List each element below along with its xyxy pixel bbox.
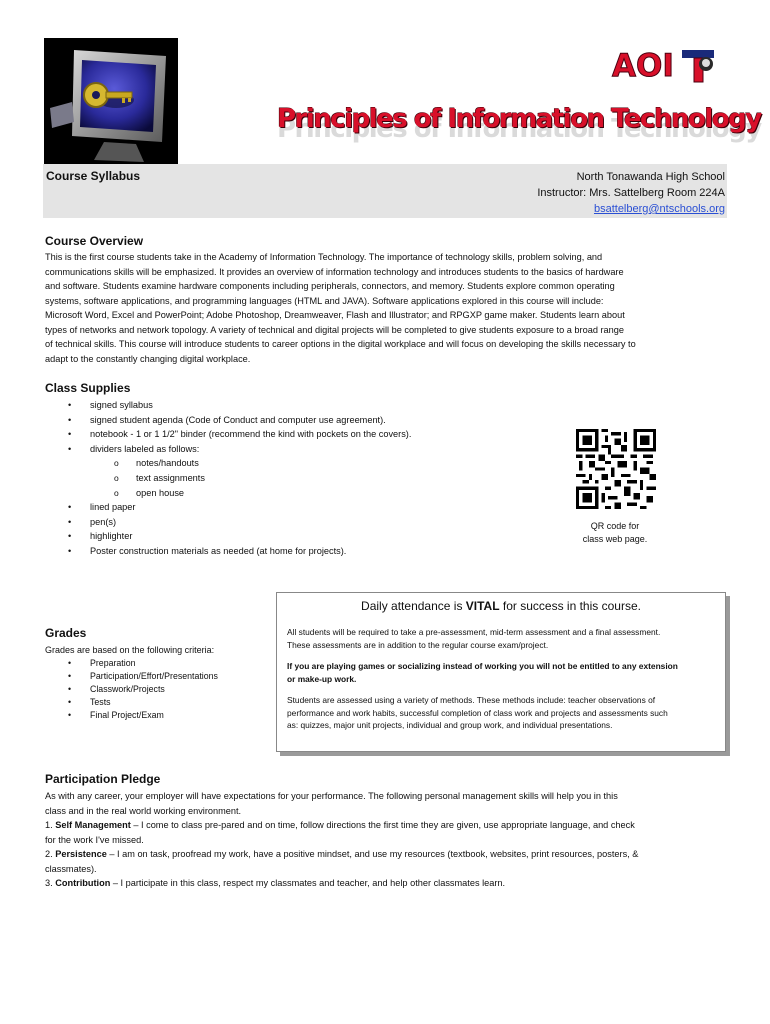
qr-code[interactable] [576, 429, 656, 509]
attendance-text: for success in this course. [499, 599, 641, 613]
pledge-term: Contribution [55, 878, 111, 888]
attendance-statement [287, 599, 715, 613]
doc-type-label: Course Syllabus [46, 169, 141, 183]
aoit-logo [610, 44, 720, 86]
grades-criteria-list [68, 657, 218, 722]
text-line: These assessments are in addition to the regular course exam/project. [287, 639, 549, 650]
pledge-text: – I come to class pre-pared and on time, follow directions the first time they are given, use appropriate language, and check [130, 820, 635, 830]
qr-caption-line: QR code for [590, 521, 640, 531]
list-item: • pen(s) [68, 515, 488, 530]
overview-line: communications skills will be emphasized. It provides an overview of information technology and introduces students to the basics of hardware [45, 266, 624, 277]
monitor-key-image [44, 38, 178, 168]
list-item: • Preparation [68, 657, 218, 670]
grades-intro: Grades are based on the following criteria: [45, 645, 215, 655]
games-warning [287, 660, 715, 685]
text-line: Students are assessed using a variety of methods. These methods include: teacher observations of [287, 695, 656, 705]
grades-heading: Grades [45, 626, 87, 640]
pledge-item [45, 818, 735, 833]
contact-block [537, 169, 725, 217]
syllabus-header-bar [43, 164, 727, 218]
pledge-number: 3. [45, 878, 56, 888]
list-item: • Tests [68, 696, 218, 709]
list-item: • Poster construction materials as needed (at home for projects). [68, 544, 488, 559]
pledge-term: Persistence [55, 849, 107, 859]
supplies-list [68, 398, 488, 559]
text-line: for the work I've missed. [45, 834, 144, 845]
text-line: All students will be required to take a pre-assessment, mid-term assessment and a final assessment. [287, 627, 661, 637]
overview-paragraph [45, 250, 735, 366]
overview-heading: Course Overview [45, 234, 144, 248]
overview-line: systems, software applications, and programming languages (HTML and JAVA). Software applications explored in this course will include: [45, 295, 604, 306]
page-title: Principles of Information Technology [277, 104, 761, 134]
school-name: North Tonawanda High School [576, 171, 725, 183]
text-line: performance and work habits, successful completion of class work and projects and assessments such [287, 707, 668, 718]
list-item: • signed student agenda (Code of Conduct and computer use agreement). [68, 413, 488, 428]
qr-caption-line: class web page. [582, 534, 648, 544]
pledge-paragraph [45, 789, 735, 891]
text-line: As with any career, your employer will have expectations for your performance. The following personal management skills will help you in this [45, 791, 618, 801]
qr-caption [560, 520, 670, 546]
email-link[interactable]: bsattelberg@ntschools.org [593, 203, 725, 215]
list-item: • Classwork/Projects [68, 683, 218, 696]
pledge-item [45, 847, 735, 862]
pledge-heading: Participation Pledge [45, 772, 161, 786]
list-item: • signed syllabus [68, 398, 488, 413]
list-item: • dividers labeled as follows: [68, 442, 488, 457]
list-item: • Participation/Effort/Presentations [68, 670, 218, 683]
vital-emphasis: VITAL [465, 599, 500, 613]
list-item: • lined paper [68, 500, 488, 515]
text-line: classmates). [45, 863, 97, 874]
methods-paragraph [287, 694, 715, 732]
text-line: If you are playing games or socializing instead of working you will not be entitled to any extension [287, 661, 678, 671]
list-item: • Final Project/Exam [68, 709, 218, 722]
sub-list-item: o open house [68, 486, 488, 501]
list-item: • notebook - 1 or 1 1/2" binder (recommend the kind with pockets on the covers). [68, 427, 488, 442]
sub-list-item: o notes/handouts [68, 456, 488, 471]
overview-line: of technical skills. This course will introduce students to career options in the digital workplace and will focus on developing the skills necessary to [45, 339, 636, 349]
attendance-box [276, 592, 726, 752]
attendance-text: Daily attendance is [361, 599, 466, 613]
pledge-text: – I am on task, proofread my work, have a positive mindset, and use my resources (textbook, websites, print resources, posters, & [106, 849, 639, 859]
overview-line: This is the first course students take in the Academy of Information Technology. The importance of technology skills, problem solving, and [45, 252, 603, 262]
overview-line: adapt to the constantly changing digital workplace. [45, 353, 251, 364]
text-line: class and in the real world working environment. [45, 805, 242, 816]
text-line: as: quizzes, major unit projects, individual and group work, and individual presentations. [287, 720, 613, 730]
assessment-paragraph [287, 626, 715, 651]
overview-line: types of networks and network topology. A variety of technical and digital projects will be completed to give students exposure to a broad range [45, 324, 624, 335]
sub-list-item: o text assignments [68, 471, 488, 486]
supplies-heading: Class Supplies [45, 381, 131, 395]
pledge-term: Self Management [55, 820, 131, 830]
pledge-number: 1. [45, 820, 56, 830]
overview-line: Microsoft Word, Excel and PowerPoint; Adobe Photoshop, Dreamweaver, Flash and Illustrator; and RPGXP game maker. Students learn about [45, 310, 625, 320]
pledge-number: 2. [45, 849, 56, 859]
svg-text:AOI: AOI [612, 48, 674, 84]
instructor-line: Instructor: Mrs. Sattelberg Room 224A [537, 187, 725, 199]
list-item: • highlighter [68, 529, 488, 544]
pledge-item [45, 876, 735, 891]
overview-line: and software. Students examine hardware components including peripherals, connectors, and memory. Students explore common operating [45, 281, 615, 291]
text-line: or make-up work. [287, 673, 357, 684]
pledge-text: – I participate in this class, respect my classmates and teacher, and help other classmates learn. [110, 878, 506, 888]
